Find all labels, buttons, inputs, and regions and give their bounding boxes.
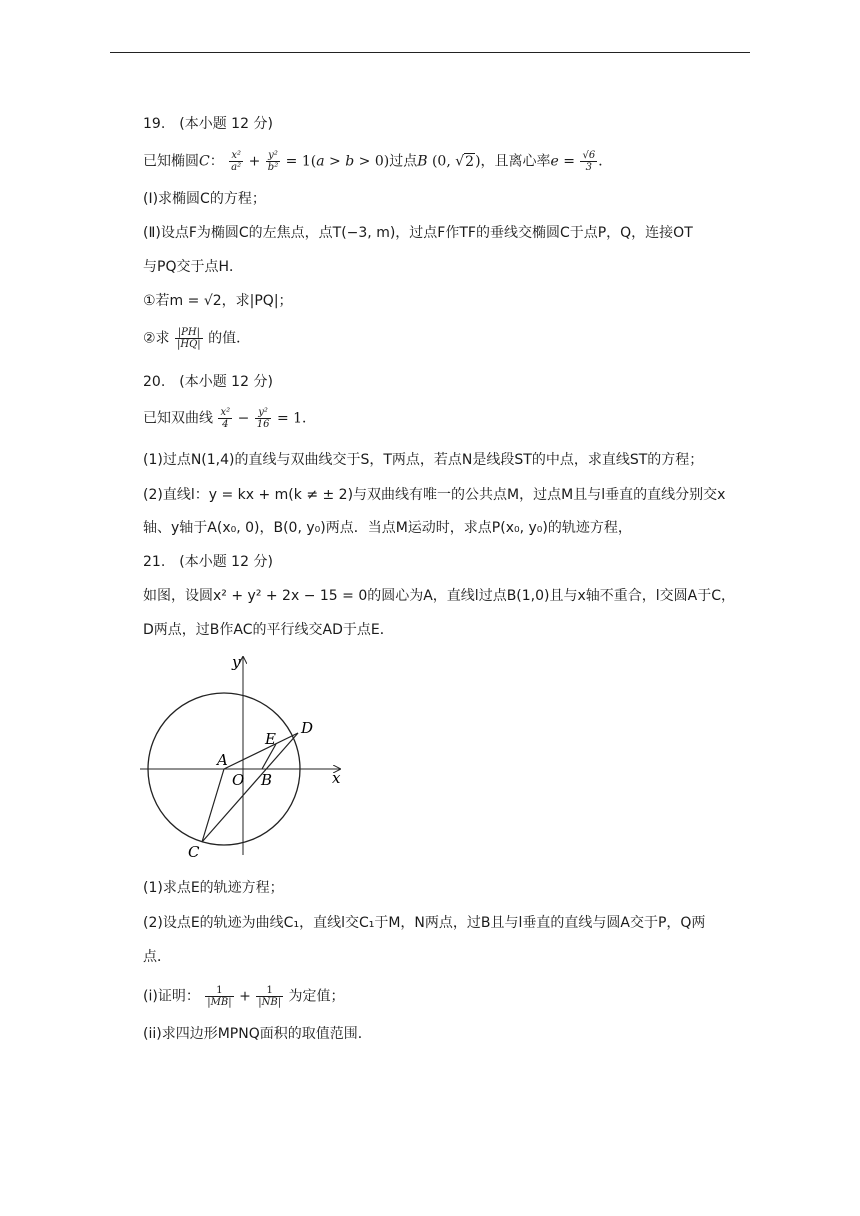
label-x: x — [332, 769, 341, 787]
q21-sub1: (i)证明： $\frac{1}{|MB|}$ + $\frac{1}{|NB|}$ 为定值； — [143, 985, 345, 1008]
q20-header: 20. (本小题 12 分) — [143, 374, 273, 390]
segment-ad — [224, 733, 298, 769]
q21-stem-line2: D两点，过B作AC的平行线交AD于点E． — [143, 622, 394, 638]
q20-part1: (1)过点N(1,4)的直线与双曲线交于S，T两点，若点N是线段ST的中点，求直线ST的方程； — [143, 452, 704, 468]
q21-sub2: (ii)求四边形MPNQ面积的取值范围． — [143, 1026, 372, 1042]
q19-part1: (Ⅰ)求椭圆C的方程； — [143, 191, 266, 207]
q19-part2-line2: 与PQ交于点H． — [143, 259, 243, 275]
q19-stem: 已知椭圆C： $\frac{\text{x²}}{\text{a²}}$ + $\frac{\text{y²}}{\text{b²}}$ = 1(a > b > 0)过点B (0, √2)，且离心率e = $\frac{√6}{3}$ ． — [143, 150, 613, 173]
label-e: E — [265, 730, 276, 748]
q21-header: 21. (本小题 12 分) — [143, 554, 273, 570]
q21-stem-line1: 如图，设圆x² + y² + 2x − 15 = 0的圆心为A，直线l过点B(1,0)且与x轴不重合，l交圆A于C， — [143, 588, 736, 604]
q21-part2-line2: 点． — [143, 949, 171, 965]
label-c: C — [188, 843, 200, 861]
line-cd — [202, 733, 298, 842]
label-a: A — [217, 751, 228, 769]
segment-ac — [202, 769, 224, 842]
q20-part2-line1: (2)直线l：y = kx + m(k ≠ ± 2)与双曲线有唯一的公共点M，过点M且与l垂直的直线分别交x — [143, 487, 726, 503]
circle-figure — [130, 645, 360, 865]
q20-part2-line2: 轴、y轴于A(x₀, 0)，B(0, y₀)两点．当点M运动时，求点P(x₀, y₀)的轨迹方程， — [143, 520, 632, 536]
q19-part2-line1: (Ⅱ)设点F为椭圆C的左焦点，点T(−3, m)，过点F作TF的垂线交椭圆C于点P，Q，连接OT — [143, 225, 693, 241]
header-rule — [110, 52, 750, 53]
label-y: y — [232, 653, 241, 671]
q20-stem: 已知双曲线 $\frac{\text{x²}}{4}$ − $\frac{\text{y²}}{16}$ = 1． — [143, 407, 317, 430]
q21-part2-line1: (2)设点E的轨迹为曲线C₁，直线l交C₁于M，N两点，过B且与l垂直的直线与圆A交于P，Q两 — [143, 915, 706, 931]
q21-part1: (1)求点E的轨迹方程； — [143, 880, 284, 896]
q19-header: 19. (本小题 12 分) — [143, 116, 273, 132]
label-d: D — [301, 719, 314, 737]
label-o: O — [232, 771, 245, 789]
q19-sub1: ①若m = √2，求|PQ|； — [143, 293, 293, 309]
q19-sub2: ②求 $\frac{|PH|}{|HQ|}$ 的值． — [143, 327, 251, 350]
label-b: B — [261, 771, 273, 789]
